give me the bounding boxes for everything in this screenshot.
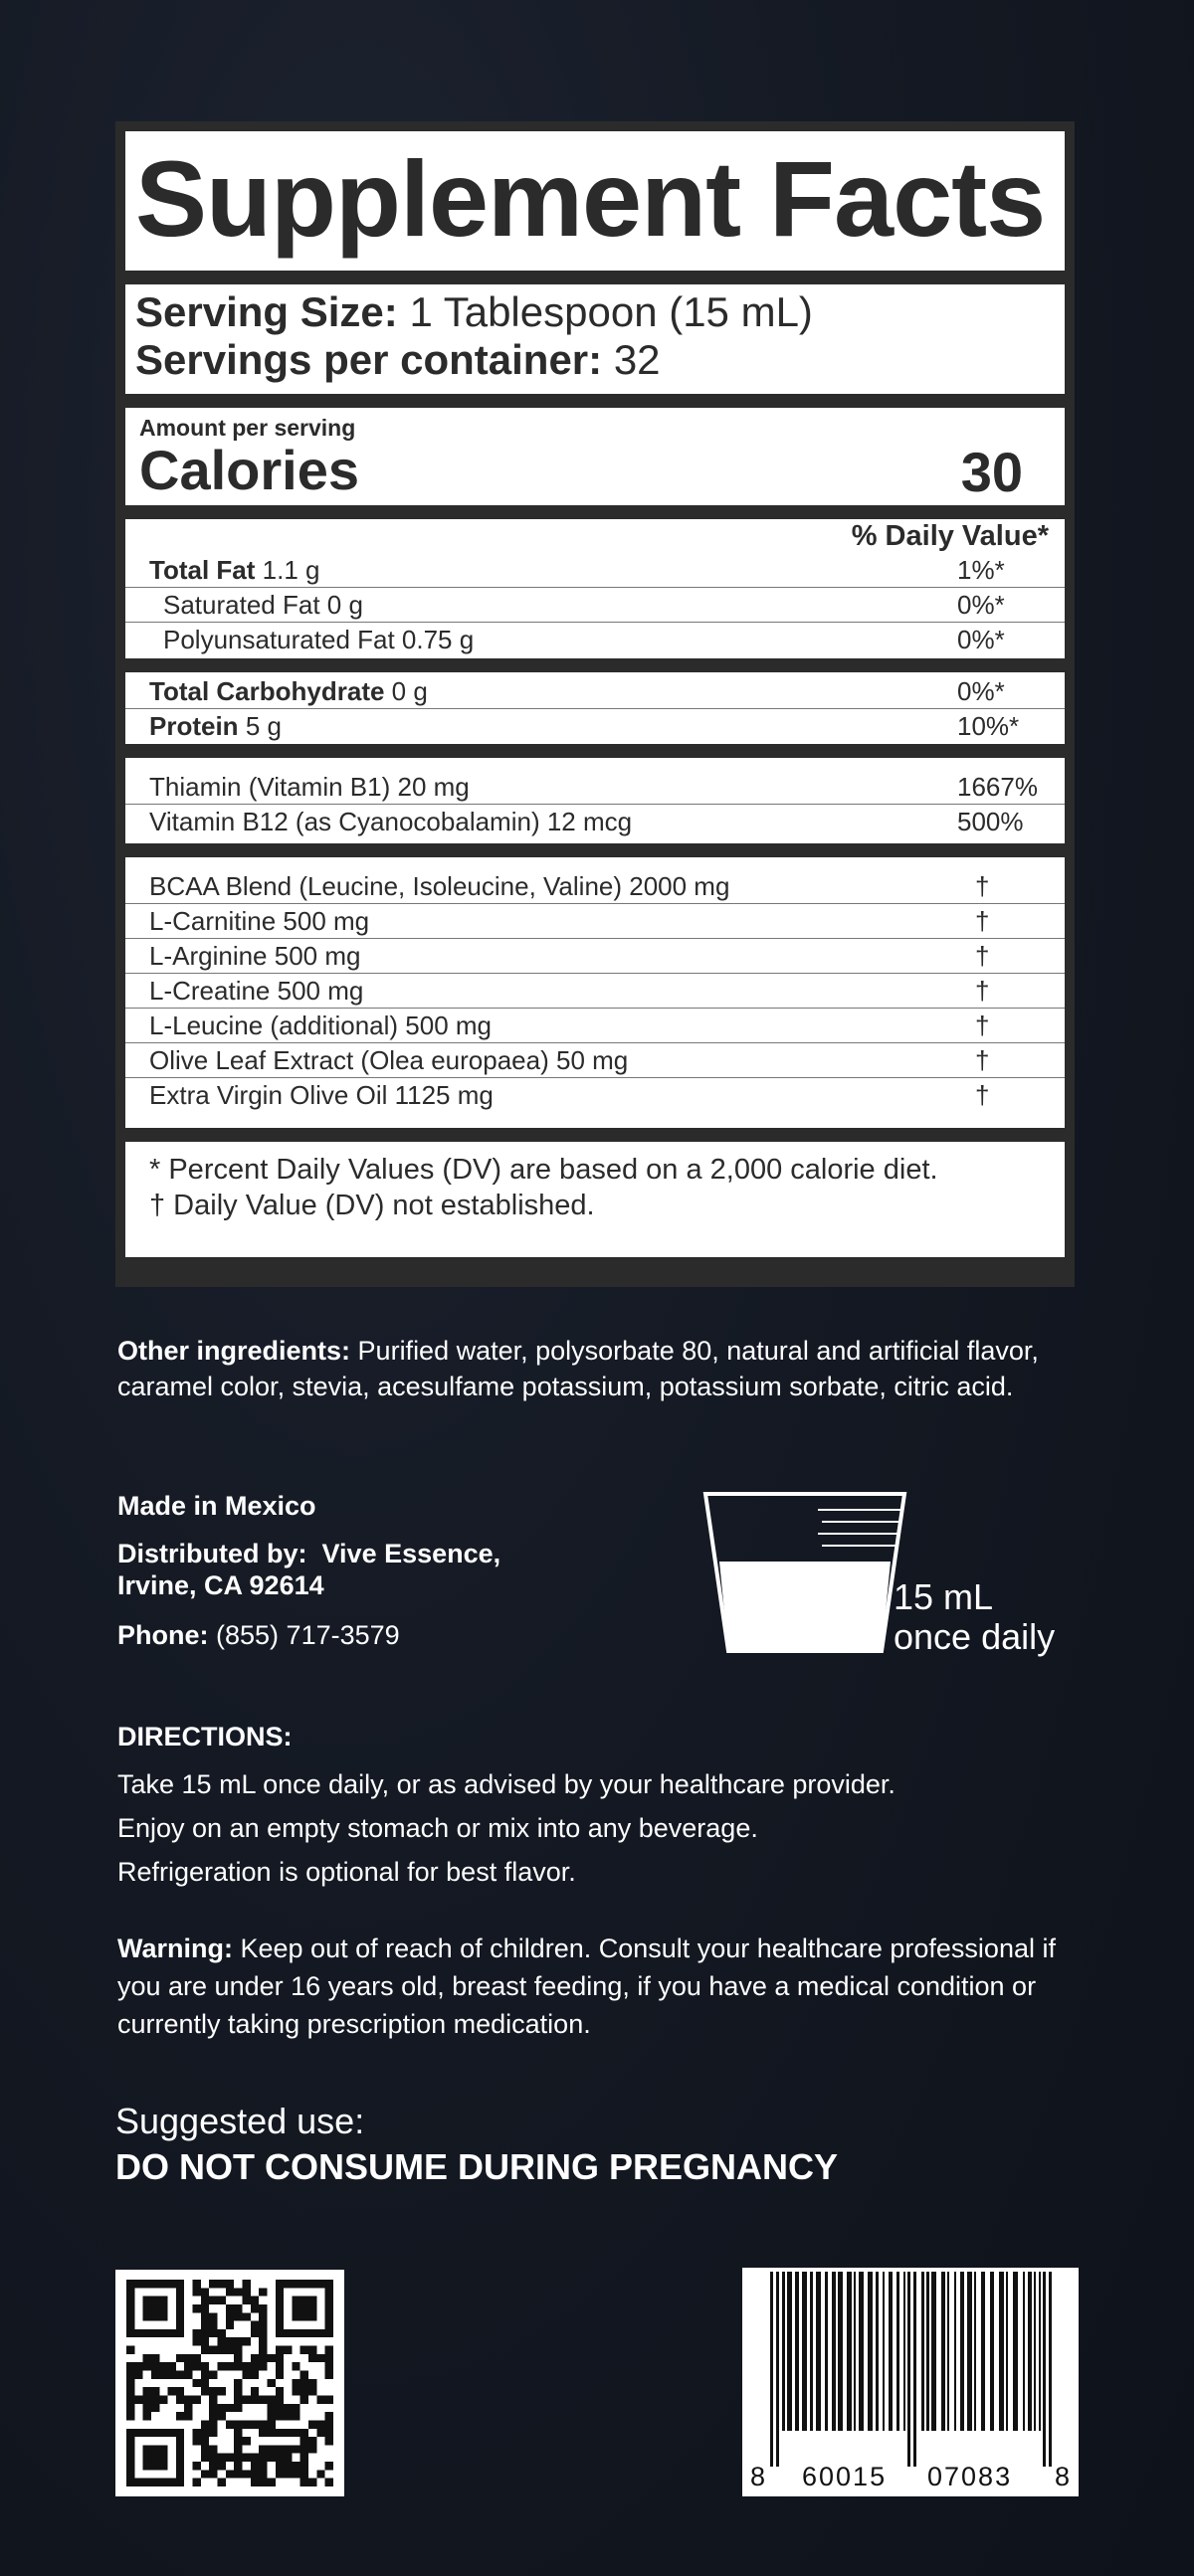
nutrient-name: Vitamin B12 (as Cyanocobalamin) 12 mcg xyxy=(149,807,633,836)
blend-dv: † xyxy=(975,1011,990,1040)
phone-label: Phone: xyxy=(117,1620,209,1650)
blend-section xyxy=(125,857,1065,1128)
directions-line: Take 15 mL once daily, or as advised by your healthcare provider. xyxy=(117,1769,896,1799)
qr-code xyxy=(115,2270,344,2496)
barcode xyxy=(742,2268,1079,2496)
nutrient-row-carbohydrate xyxy=(125,674,1065,709)
blend-name: L-Arginine 500 mg xyxy=(149,941,361,971)
blend-name: L-Creatine 500 mg xyxy=(149,976,364,1006)
nutrient-name: Saturated Fat 0 g xyxy=(163,590,363,620)
barcode-digit-group: 8 xyxy=(1055,2462,1071,2491)
blend-row xyxy=(125,974,1065,1009)
other-ingredients xyxy=(117,1333,1073,1404)
calories-label: Calories xyxy=(139,439,359,501)
nutrient-name: Thiamin (Vitamin B1) 20 mg xyxy=(149,772,470,802)
distributor-label: Distributed by: xyxy=(117,1539,307,1568)
blend-name: Olive Leaf Extract (Olea europaea) 50 mg xyxy=(149,1045,629,1075)
nutrient-row-protein xyxy=(125,709,1065,743)
servings-value: 32 xyxy=(613,336,661,383)
blend-name: Extra Virgin Olive Oil 1125 mg xyxy=(149,1080,494,1110)
blend-row xyxy=(125,904,1065,939)
distributor-name: Vive Essence, xyxy=(321,1539,501,1568)
nutrient-dv: 500% xyxy=(957,807,1024,836)
footnote-daily-value: * Percent Daily Values (DV) are based on a 2,000 calorie diet. xyxy=(149,1154,938,1186)
blend-row xyxy=(125,1009,1065,1043)
nutrient-name: Protein xyxy=(149,711,239,741)
blend-dv: † xyxy=(975,1080,990,1110)
nutrient-dv: 10%* xyxy=(957,711,1020,741)
made-in: Made in Mexico xyxy=(117,1491,316,1521)
pregnancy-notice: DO NOT CONSUME DURING PREGNANCY xyxy=(115,2146,839,2187)
phone xyxy=(117,1617,400,1653)
nutrient-dv: 0%* xyxy=(957,676,1005,706)
blend-name: L-Leucine (additional) 500 mg xyxy=(149,1011,492,1040)
serving-size-value: 1 Tablespoon (15 mL) xyxy=(409,288,813,335)
barcode-digit-group: 07083 xyxy=(927,2462,1013,2491)
distributor-city: Irvine, CA 92614 xyxy=(117,1570,324,1600)
blend-dv: † xyxy=(975,1045,990,1075)
nutrient-row-total-fat xyxy=(125,553,1065,588)
dose-amount: 15 mL xyxy=(894,1576,994,1617)
dose-label xyxy=(894,1577,1055,1657)
footnote-section xyxy=(125,1142,1065,1257)
nutrient-amount: 5 g xyxy=(245,711,282,741)
serving-size-label: Serving Size: xyxy=(135,288,398,335)
servings-label: Servings per container: xyxy=(135,336,603,383)
nutrient-dv: 1667% xyxy=(957,772,1038,802)
nutrient-dv: 1%* xyxy=(957,555,1005,585)
dose-frequency: once daily xyxy=(894,1616,1056,1657)
amount-per-serving: Amount per serving xyxy=(139,415,356,441)
facts-title: Supplement Facts xyxy=(135,138,1046,259)
vitamin-section xyxy=(125,758,1065,843)
nutrient-row-vitamin-b12 xyxy=(125,805,1065,838)
fat-section xyxy=(125,519,1065,658)
blend-name: BCAA Blend (Leucine, Isoleucine, Valine) 2000 mg xyxy=(149,871,730,901)
nutrient-dv: 0%* xyxy=(957,590,1005,620)
daily-value-header: % Daily Value* xyxy=(851,520,1049,552)
nutrient-amount: 0 g xyxy=(391,676,428,706)
nutrient-row-polyunsaturated-fat xyxy=(125,623,1065,656)
distributor xyxy=(117,1538,500,1601)
blend-row xyxy=(125,1078,1065,1112)
nutrient-row-thiamin xyxy=(125,770,1065,805)
nutrient-name: Polyunsaturated Fat 0.75 g xyxy=(163,625,475,654)
calories-section xyxy=(125,408,1065,505)
qr-code-graphic xyxy=(125,2280,334,2486)
nutrient-amount: 1.1 g xyxy=(262,555,320,585)
calories-value: 30 xyxy=(960,441,1023,503)
directions-line: Refrigeration is optional for best flavor. xyxy=(117,1857,576,1887)
nutrient-dv: 0%* xyxy=(957,625,1005,654)
suggested-use: Suggested use: xyxy=(115,2101,365,2141)
macro-section xyxy=(125,672,1065,744)
blend-dv: † xyxy=(975,941,990,971)
blend-row xyxy=(125,939,1065,974)
warning-label: Warning: xyxy=(117,1933,233,1963)
nutrient-row-saturated-fat xyxy=(125,588,1065,623)
directions-line: Enjoy on an empty stomach or mix into any beverage. xyxy=(117,1813,758,1843)
blend-dv: † xyxy=(975,906,990,936)
barcode-digit-group: 60015 xyxy=(802,2462,888,2491)
warning xyxy=(117,1930,1073,2043)
serving-section xyxy=(125,284,1065,394)
blend-dv: † xyxy=(975,976,990,1006)
measuring-cup-icon xyxy=(702,1492,907,1653)
nutrient-name: Total Fat xyxy=(149,555,256,585)
facts-title-section xyxy=(125,131,1065,271)
footnote-not-established: † Daily Value (DV) not established. xyxy=(149,1190,595,1221)
other-ingredients-text: Purified water, polysorbate 80, natural and artificial flavor, caramel color, stevia, acesulfame potassium, potassium sorbate, citric acid. xyxy=(117,1336,1039,1401)
directions-heading: DIRECTIONS: xyxy=(117,1722,293,1751)
warning-text: Keep out of reach of children. Consult your healthcare professional if you are under 16 years old, breast feeding, if you have a medical condition or currently taking prescription medication. xyxy=(117,1933,1056,2039)
phone-number: (855) 717-3579 xyxy=(216,1620,400,1650)
directions-text xyxy=(117,1762,896,1894)
blend-dv: † xyxy=(975,871,990,901)
serving-size-line xyxy=(135,288,1065,336)
supplement-facts-panel xyxy=(115,121,1075,1287)
barcode-digit-group: 8 xyxy=(750,2462,766,2491)
blend-row xyxy=(125,869,1065,904)
blend-name: L-Carnitine 500 mg xyxy=(149,906,370,936)
barcode-bars xyxy=(742,2272,1079,2467)
nutrient-name: Total Carbohydrate xyxy=(149,676,385,706)
other-ingredients-label: Other ingredients: xyxy=(117,1336,351,1366)
servings-per-container-line xyxy=(135,336,1065,384)
blend-row xyxy=(125,1043,1065,1078)
